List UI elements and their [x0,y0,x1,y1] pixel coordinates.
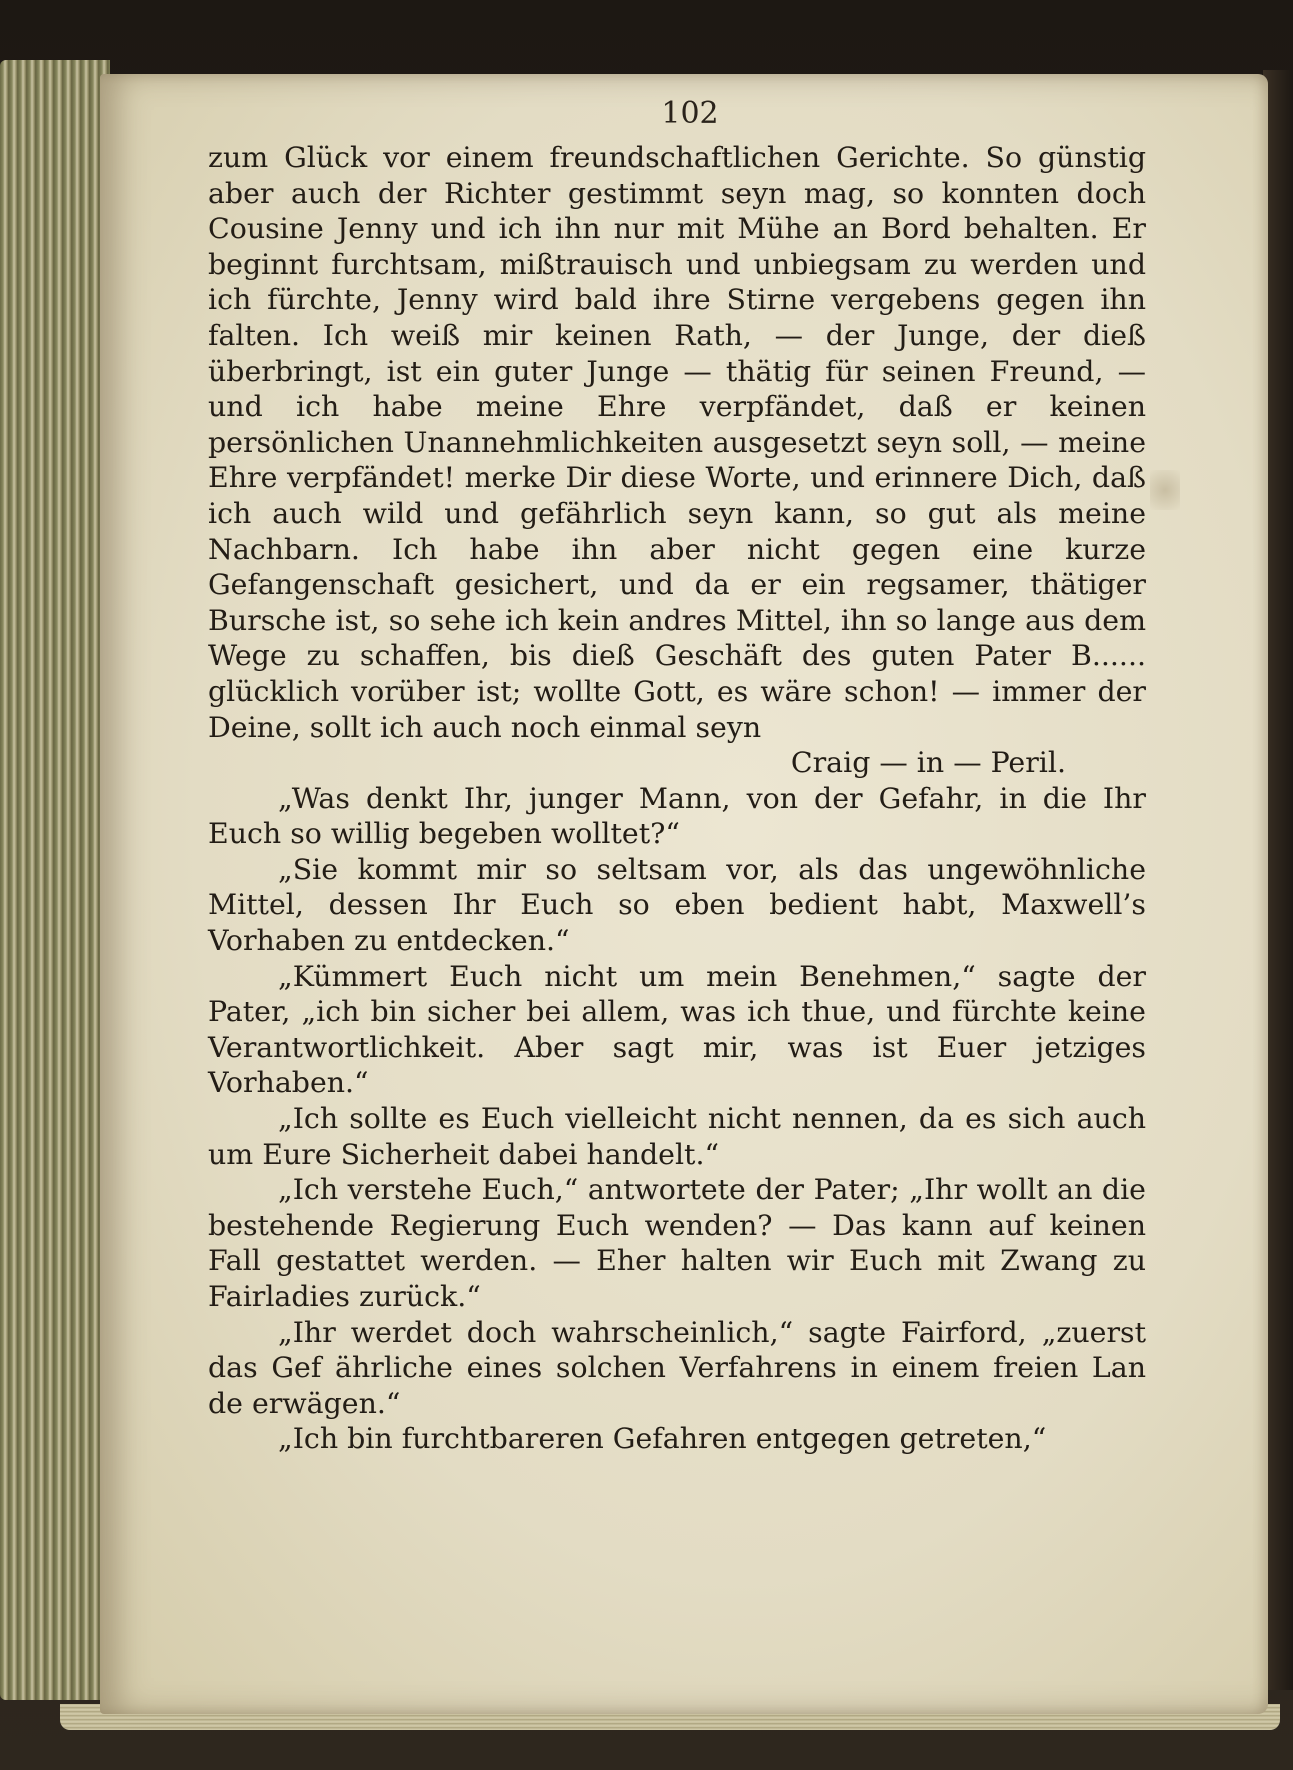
paragraph: „Ihr werdet doch wahrscheinlich,“ sagte Fairford, „zuerst das Gef ährliche eines solchen Verfahrens in einem freien Lan de erwägen.“ [208,1315,1146,1420]
page-text [208,140,1146,1457]
paper-stain [1150,470,1180,510]
paragraph: „Was denkt Ihr, junger Mann, von der Gefahr, in die Ihr Euch so willig begeben wolltet?“ [208,781,1146,851]
paragraph: „Sie kommt mir so seltsam vor, als das ungewöhnliche Mittel, dessen Ihr Euch so eben bedient habt, Maxwell’s Vorhaben zu entdecken.“ [208,852,1146,958]
paragraph: „Ich verstehe Euch,“ antwortete der Pater; „Ihr wollt an die bestehende Regierung Euch wenden? — Das kann auf keinen Fall gestattet werden. — Eher halten wir Euch mit Zwang zu Fairladies zurück.“ [208,1173,1146,1313]
paragraph: „Ich bin furchtbareren Gefahren entgegen getreten,“ [278,1422,1047,1456]
paragraph-letter: zum Glück vor einem freundschaftlichen Gerichte. So günstig aber auch der Richter gestimmt seyn mag, so konnten doch Cousine Jenny und ich ihn nur mit Mühe an Bord behalten. Er beginnt furchtsam, mißtrauisch und unbiegsam zu werden und ich fürchte, Jenny wird bald ihre Stirne vergebens gegen ihn falten. Ich weiß mir keinen Rath, — der Junge, der dieß überbringt, ist ein guter Junge — thätig für seinen Freund, — und ich habe meine Ehre verpfändet, daß er keinen persönlichen Unannehmlichkeiten ausgesetzt seyn soll, — meine Ehre verpfändet! merke Dir diese Worte, und erinnere Dich, daß ich auch wild und gefährlich seyn kann, so gut als meine Nachbarn. Ich habe ihn aber nicht gegen eine kurze Gefangenschaft gesichert, und da er ein regsamer, thätiger Bursche ist, so sehe ich kein andres Mittel, ihn so lange aus dem Wege zu schaffen, bis dieß Geschäft des guten Pater B...... glücklich vorüber ist; wollte Gott, es wäre schon! — immer der Deine, sollt ich auch noch einmal seyn [208,141,1146,744]
paragraph: „Ich sollte es Euch vielleicht nicht nennen, da es sich auch um Eure Sicherheit dabei handelt.“ [208,1102,1146,1171]
page-number: 102 [661,96,719,131]
letter-signature: Craig — in — Peril. [790,746,1066,780]
page-edges-left [0,60,110,1700]
paragraph: „Kümmert Euch nicht um mein Benehmen,“ sagte der Pater, „ich bin sicher bei allem, was ich thue, und fürchte keine Verantwortlichkeit. Aber sagt mir, was ist Euer jetziges Vorhaben.“ [208,959,1146,1100]
